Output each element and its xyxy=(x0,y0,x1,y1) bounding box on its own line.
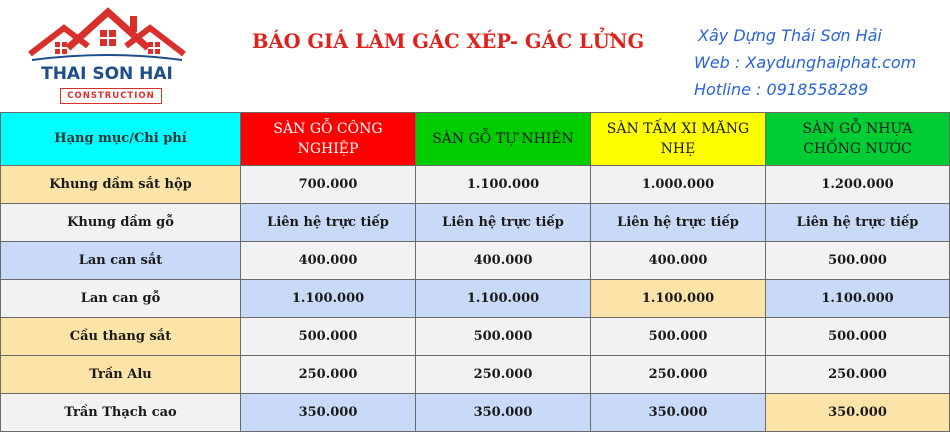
price-cell: 350.000 xyxy=(766,394,950,432)
header-line-2: NHẸ xyxy=(660,141,696,157)
contact-company: Xây Dựng Thái Sơn Hải xyxy=(698,26,882,45)
price-cell: 400.000 xyxy=(591,242,766,280)
header-line-1: SÀN TẤM XI MĂNG xyxy=(606,121,750,137)
price-cell: 500.000 xyxy=(416,318,591,356)
price-cell: 1.100.000 xyxy=(591,280,766,318)
price-cell: Liên hệ trực tiếp xyxy=(241,204,416,242)
table-row xyxy=(1,356,950,394)
price-cell: 350.000 xyxy=(591,394,766,432)
header xyxy=(0,0,950,112)
row-label: Trần Alu xyxy=(1,356,241,394)
header-cell-column-4 xyxy=(766,113,950,166)
price-cell: 1.200.000 xyxy=(766,166,950,204)
header-line-2: NGHIỆP xyxy=(297,141,359,157)
table-row xyxy=(1,242,950,280)
row-label: Cầu thang sắt xyxy=(1,318,241,356)
price-table xyxy=(0,112,950,432)
table-row xyxy=(1,394,950,432)
price-cell: Liên hệ trực tiếp xyxy=(591,204,766,242)
price-cell: 500.000 xyxy=(591,318,766,356)
header-line-1: SÀN GỖ NHỰA xyxy=(802,121,913,137)
logo-company-name: THAI SON HAI xyxy=(41,64,173,84)
price-cell: 1.100.000 xyxy=(241,280,416,318)
header-cell-column-2 xyxy=(416,113,591,166)
company-logo xyxy=(22,6,192,106)
header-cell-item: Hạng mục/Chi phí xyxy=(1,113,241,166)
logo-subtitle: CONSTRUCTION xyxy=(60,88,162,104)
table-row xyxy=(1,204,950,242)
price-cell: 250.000 xyxy=(241,356,416,394)
header-line-1: SÀN GỖ TỰ NHIÊN xyxy=(432,131,574,147)
row-label: Lan can sắt xyxy=(1,242,241,280)
header-line-1: SÀN GỖ CÔNG xyxy=(273,121,383,137)
table-row xyxy=(1,318,950,356)
price-cell: 700.000 xyxy=(241,166,416,204)
table-row xyxy=(1,166,950,204)
row-label: Khung dầm sắt hộp xyxy=(1,166,241,204)
page-title: BÁO GIÁ LÀM GÁC XÉP- GÁC LỬNG xyxy=(252,30,645,53)
header-line-2: CHỐNG NƯỚC xyxy=(803,141,912,157)
price-cell: 250.000 xyxy=(416,356,591,394)
table-row xyxy=(1,280,950,318)
price-cell: 1.100.000 xyxy=(416,166,591,204)
price-cell: Liên hệ trực tiếp xyxy=(416,204,591,242)
price-cell: 350.000 xyxy=(416,394,591,432)
contact-hotline[interactable]: Hotline : 0918558289 xyxy=(694,80,869,99)
price-cell: 1.100.000 xyxy=(416,280,591,318)
price-cell: 500.000 xyxy=(241,318,416,356)
price-cell: 350.000 xyxy=(241,394,416,432)
table-header-row xyxy=(1,113,950,166)
price-cell: Liên hệ trực tiếp xyxy=(766,204,950,242)
price-cell: 250.000 xyxy=(591,356,766,394)
contact-info xyxy=(694,22,916,103)
price-cell: 250.000 xyxy=(766,356,950,394)
price-cell: 1.000.000 xyxy=(591,166,766,204)
row-label: Khung dầm gỗ xyxy=(1,204,241,242)
price-cell: 400.000 xyxy=(416,242,591,280)
row-label: Lan can gỗ xyxy=(1,280,241,318)
price-cell: 1.100.000 xyxy=(766,280,950,318)
header-cell-column-1 xyxy=(241,113,416,166)
price-cell: 500.000 xyxy=(766,318,950,356)
price-cell: 400.000 xyxy=(241,242,416,280)
house-roof-icon xyxy=(22,6,192,66)
header-cell-column-3 xyxy=(591,113,766,166)
contact-web-link[interactable]: Web : Xaydunghaiphat.com xyxy=(694,53,917,72)
row-label: Trần Thạch cao xyxy=(1,394,241,432)
price-cell: 500.000 xyxy=(766,242,950,280)
